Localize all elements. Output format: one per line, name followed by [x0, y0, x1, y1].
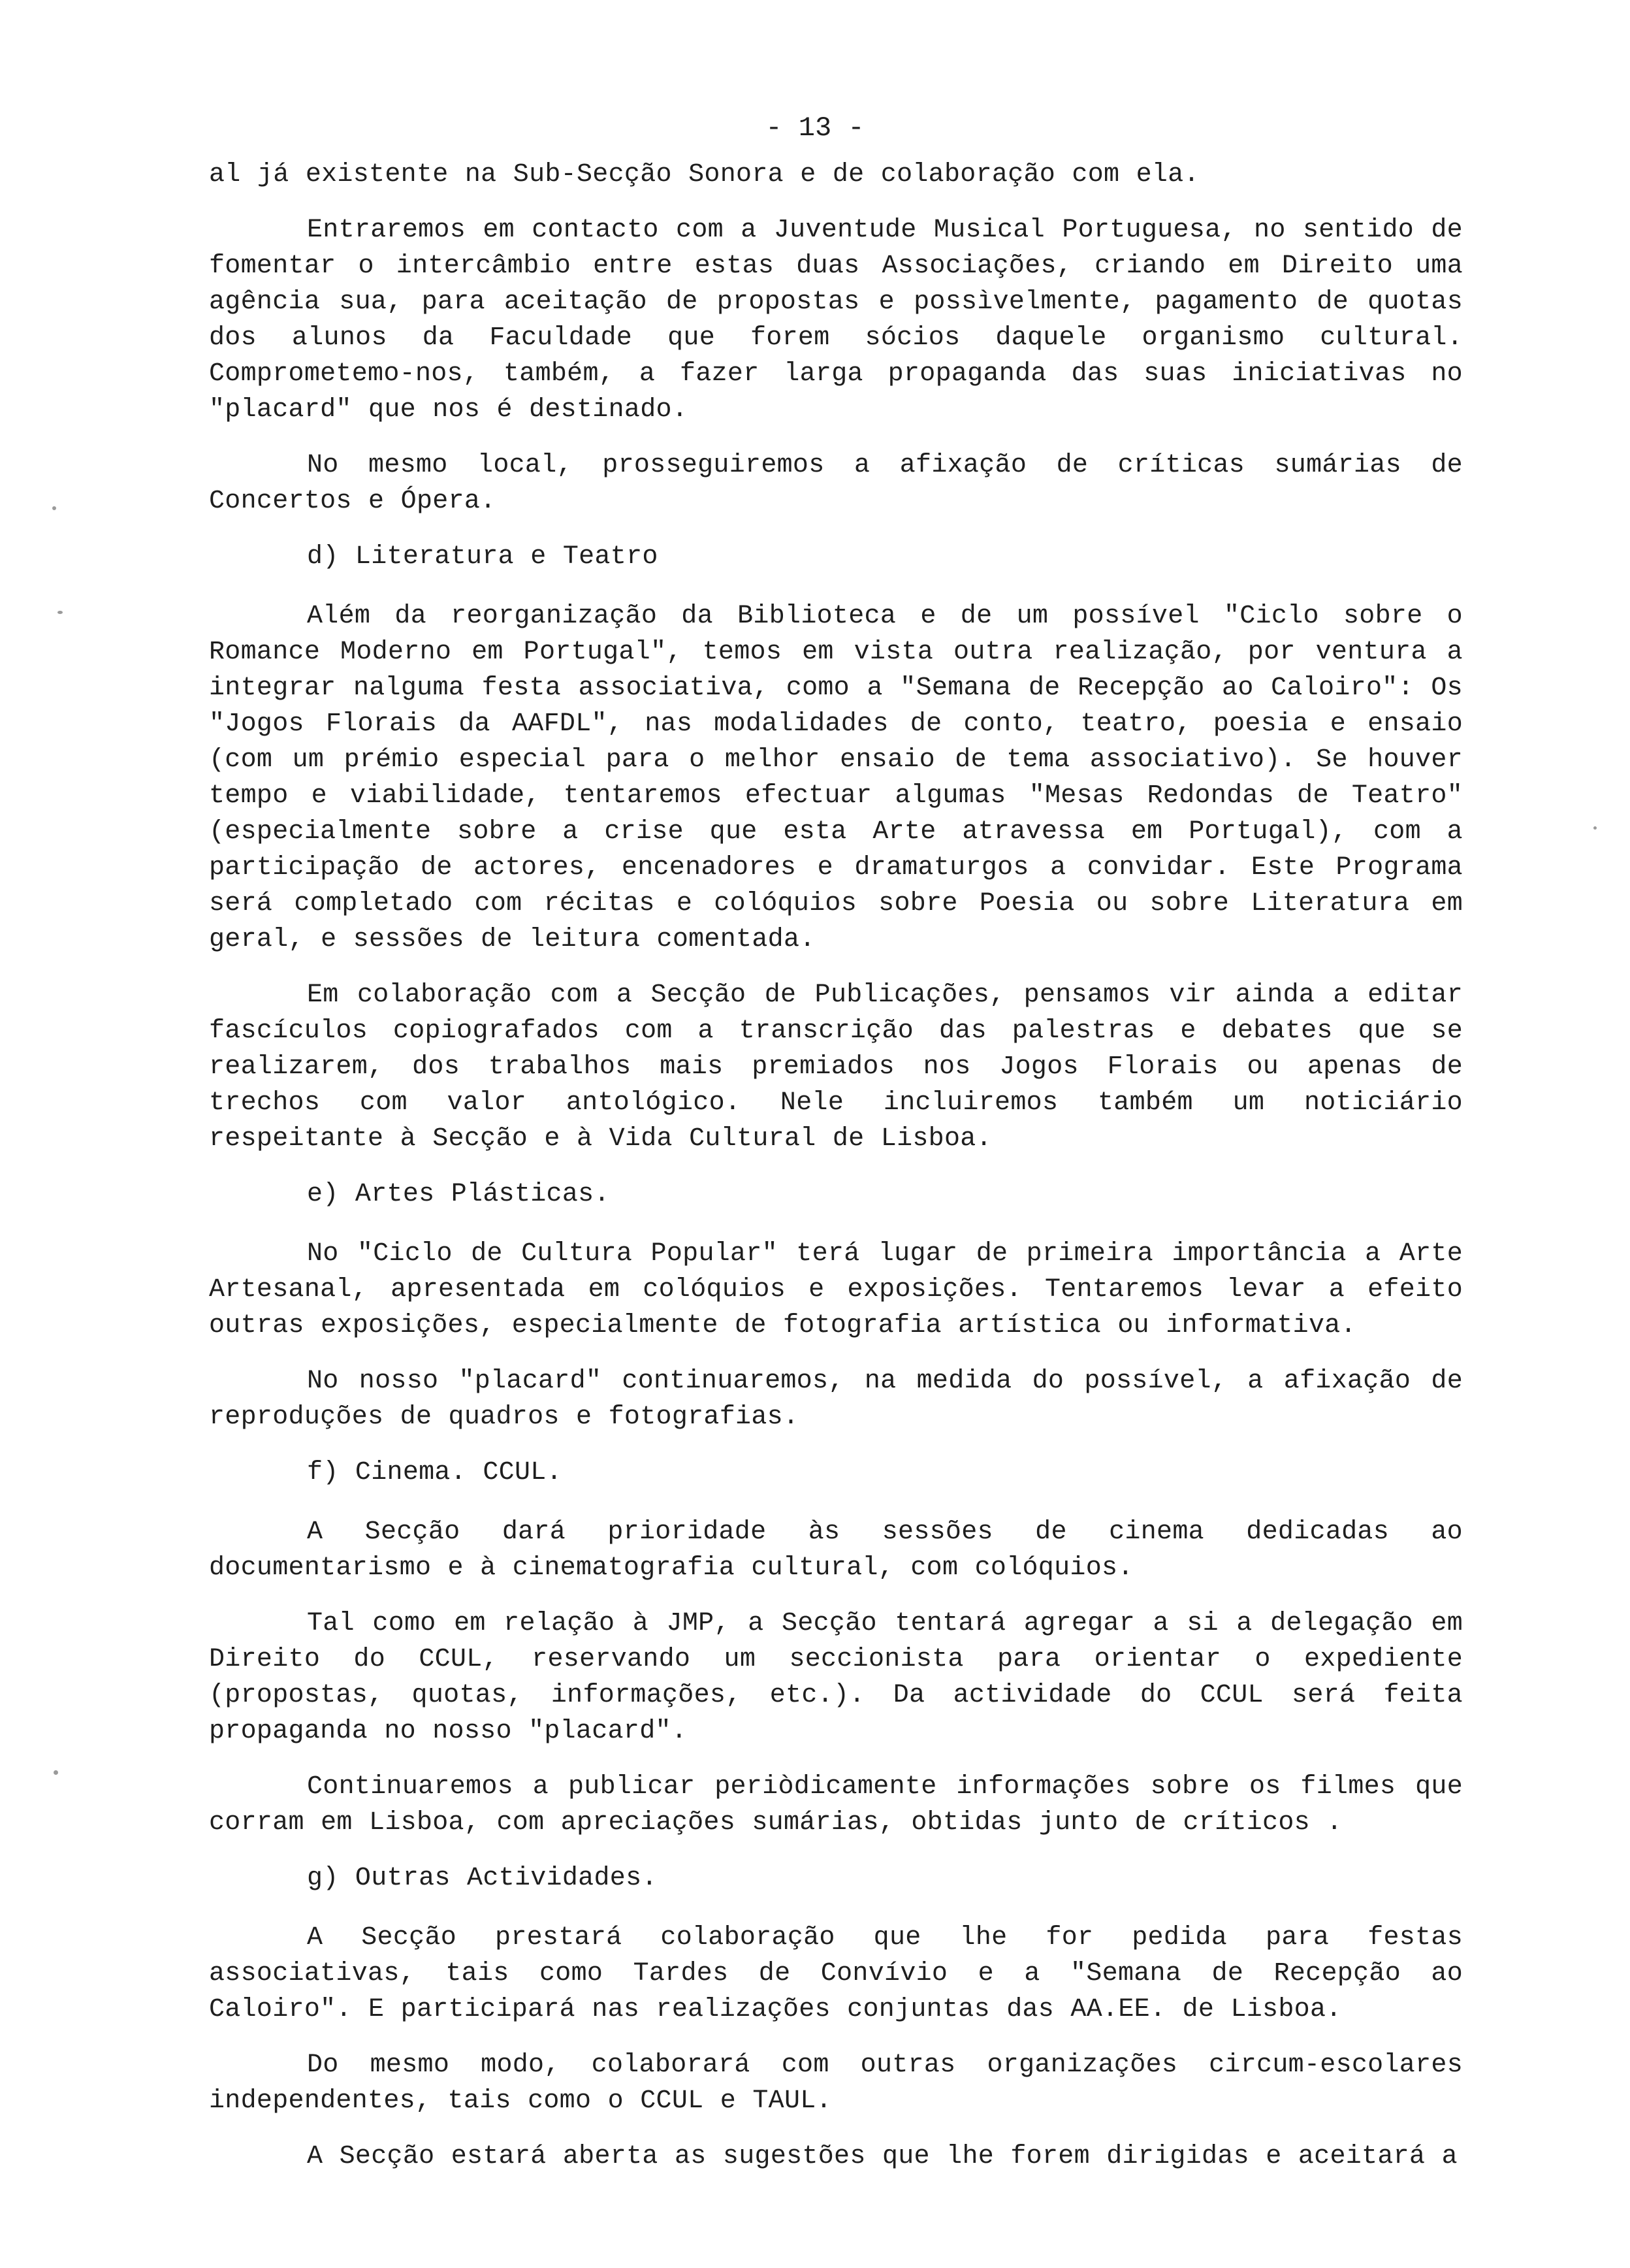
scan-speck — [54, 1770, 58, 1775]
paragraph-criticas-concertos: No mesmo local, prosseguiremos a afixação de críticas sumárias de Concertos e Ópera. — [209, 451, 1463, 516]
section-heading-literatura-teatro: d) Literatura e Teatro — [307, 542, 658, 572]
paragraph-cultura-popular: No "Ciclo de Cultura Popular" terá lugar de primeira importância a Arte Artesanal, apresentada em colóquios e exposições. Tentaremos levar a efeito outras exposições, especialmente de fotografia artística ou informativa. — [209, 1239, 1463, 1340]
scan-speck — [57, 611, 63, 614]
paragraph-informacoes-filmes: Continuaremos a publicar periòdicamente informações sobre os filmes que corram em Lisboa, com apreciações sumárias, obtidas junto de críticos . — [209, 1772, 1463, 1838]
paragraph-publicacoes-fasciculos: Em colaboração com a Secção de Publicações, pensamos vir ainda a editar fascículos copiografados com a transcrição das palestras e debates que se realizarem, dos trabalhos mais premiados nos Jogos Florais ou apenas de trechos com valor antológico. Nele incluiremos também um noticiário respeitante à Secção e à Vida Cultural de Lisboa. — [209, 980, 1463, 1154]
page-number: - 13 - — [765, 112, 865, 144]
document-body — [209, 157, 1463, 2194]
paragraph-festas-associativas: A Secção prestará colaboração que lhe for pedida para festas associativas, tais como Tardes de Convívio e a "Semana de Recepção ao Caloiro". E participará nas realizações conjuntas das AA.EE. de Lisboa. — [209, 1923, 1463, 2024]
section-heading-outras-actividades: g) Outras Actividades. — [307, 1864, 658, 1893]
scan-speck — [1593, 826, 1597, 830]
paragraph-sugestoes: A Secção estará aberta as sugestões que lhe forem dirigidas e aceitará a — [307, 2142, 1458, 2171]
paragraph-juventude-musical: Entraremos em contacto com a Juventude Musical Portuguesa, no sentido de fomentar o intercâmbio entre estas duas Associações, criando em Direito uma agência sua, para aceitação de propostas e possìvelmente, pagamento de quotas dos alunos da Faculdade que forem sócios daquele organismo cultural. Comprometemo-nos, também, a fazer larga propaganda das suas iniciativas no "placard" que nos é destinado. — [209, 216, 1463, 425]
section-heading-cinema-ccul: f) Cinema. CCUL. — [307, 1458, 562, 1487]
paragraph-placard-reproducoes: No nosso "placard" continuaremos, na medida do possível, a afixação de reproduções de quadros e fotografias. — [209, 1367, 1463, 1432]
scan-speck — [52, 506, 56, 510]
section-heading-artes-plasticas: e) Artes Plásticas. — [307, 1180, 610, 1209]
paragraph-organizacoes-circum-escolares: Do mesmo modo, colaborará com outras organizações circum-escolares independentes, tais como o CCUL e TAUL. — [209, 2050, 1463, 2116]
paragraph-sessoes-cinema: A Secção dará prioridade às sessões de cinema dedicadas ao documentarismo e à cinematografia cultural, com colóquios. — [209, 1517, 1463, 1583]
paragraph-sonora-continuation: al já existente na Sub-Secção Sonora e de colaboração com ela. — [209, 160, 1200, 189]
paragraph-biblioteca-jogos-florais: Além da reorganização da Biblioteca e de um possível "Ciclo sobre o Romance Moderno em Portugal", temos em vista outra realização, por ventura a integrar nalguma festa associativa, como a "Semana de Recepção ao Caloiro": Os "Jogos Florais da AAFDL", nas modalidades de conto, teatro, poesia e ensaio (com um prémio especial para o melhor ensaio de tema associativo). Se houver tempo e viabilidade, tentaremos efectuar algumas "Mesas Redondas de Teatro" (especialmente sobre a crise que esta Arte atravessa em Portugal), com a participação de actores, encenadores e dramaturgos a convidar. Este Programa será completado com récitas e colóquios sobre Poesia ou sobre Literatura em geral, e sessões de leitura comentada. — [209, 602, 1463, 954]
paragraph-delegacao-ccul: Tal como em relação à JMP, a Secção tentará agregar a si a delegação em Direito do CCUL, reservando um seccionista para orientar o expediente (propostas, quotas, informações, etc.). Da actividade do CCUL será feita propaganda no nosso "placard". — [209, 1609, 1463, 1746]
